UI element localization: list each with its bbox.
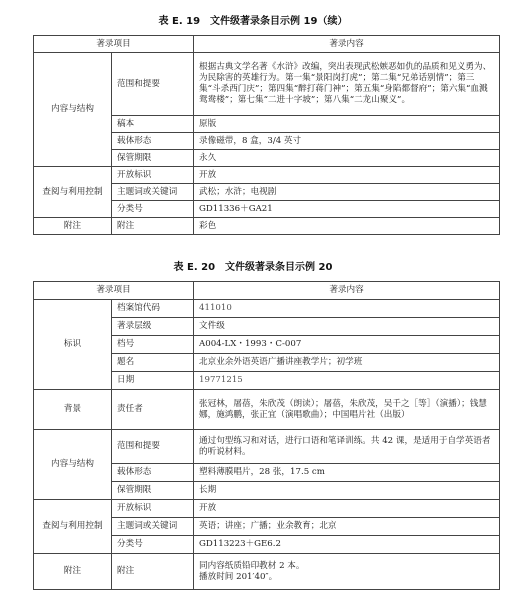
field-label-open: 开放标识: [112, 500, 194, 518]
field-value-version: 原版: [194, 116, 500, 133]
field-value-carrier: 录像磁带，8 盒，3/4 英寸: [194, 133, 500, 150]
field-label-date: 日期: [112, 372, 194, 390]
category-access: 查阅与利用控制: [34, 167, 112, 218]
header-item: 著录项目: [34, 282, 194, 300]
field-label-open: 开放标识: [112, 167, 194, 184]
field-value-note: [194, 554, 500, 590]
field-value-scope: 通过句型练习和对话，进行口语和笔译训练。共 42 课，是适用于自学英语者的听说材料。: [194, 430, 500, 464]
field-label-level: 著录层级: [112, 318, 194, 336]
field-value-open: 开放: [194, 500, 500, 518]
category-content-structure: 内容与结构: [34, 53, 112, 167]
field-label-retention: 保管期限: [112, 150, 194, 167]
field-value-carrier: 塑料薄膜唱片，28 张，17.5 cm: [194, 464, 500, 482]
field-value-retention: 长期: [194, 482, 500, 500]
category-note: 附注: [34, 554, 112, 590]
field-value-responsible: 张冠林，屠蓓，朱欣茂（朗读）；屠蓓，朱欣茂，吴千之［等］（演播）；钱慧娜，施鸿鹏，张正宜（演唱歌曲）；中国唱片社（出版）: [194, 390, 500, 430]
field-value-retention: 永久: [194, 150, 500, 167]
field-value-code: 411010: [194, 300, 500, 318]
header-item: 著录项目: [34, 36, 194, 53]
table-20-caption: 表 E. 20 文件级著录条目示例 20: [173, 262, 333, 273]
field-value-level: 文件级: [194, 318, 500, 336]
table-19: [33, 35, 500, 235]
note-line-1: 同内容纸质铅印教材 2 本。: [199, 560, 305, 571]
field-label-classno: 分类号: [112, 201, 194, 218]
category-note: 附注: [34, 218, 112, 235]
field-value-scope: 根据古典文学名著《水浒》改编，突出表现武松嫉恶如仇的品质和见义勇为、为民除害的英雄行为。第一集“景阳岗打虎”；第二集“兄弟话别情”；第三集“斗杀西门庆”；第四集“醉打蒋门神”；第五集“身陷都督府”；第六集“血溅鸳鸯楼”；第七集“二进十字坡”；第八集“二龙山聚义”。: [194, 53, 500, 116]
field-value-classno: GD113223＋GE6.2: [194, 536, 500, 554]
field-label-note: 附注: [112, 554, 194, 590]
field-value-classno: GD11336＋GA21: [194, 201, 500, 218]
field-value-date: 19771215: [194, 372, 500, 390]
field-label-retention: 保管期限: [112, 482, 194, 500]
category-identity: 标识: [34, 300, 112, 390]
category-background: 背景: [34, 390, 112, 430]
field-label-keywords: 主题词或关键词: [112, 184, 194, 201]
header-content: 著录内容: [194, 36, 500, 53]
field-label-carrier: 载体形态: [112, 133, 194, 150]
field-label-responsible: 责任者: [112, 390, 194, 430]
note-line-2: 播放时间 201′40″。: [199, 571, 278, 582]
field-label-classno: 分类号: [112, 536, 194, 554]
table-20: [33, 281, 500, 590]
table-19-caption: 表 E. 19 文件级著录条目示例 19（续）: [158, 16, 348, 27]
field-value-keywords: 武松；水浒；电视剧: [194, 184, 500, 201]
header-content: 著录内容: [194, 282, 500, 300]
field-value-keywords: 英语；讲座；广播；业余教育；北京: [194, 518, 500, 536]
field-label-scope: 范围和提要: [112, 53, 194, 116]
category-access: 查阅与利用控制: [34, 500, 112, 554]
field-label-title: 题名: [112, 354, 194, 372]
field-label-scope: 范围和提要: [112, 430, 194, 464]
category-content-structure: 内容与结构: [34, 430, 112, 500]
field-label-code: 档案馆代码: [112, 300, 194, 318]
field-label-carrier: 载体形态: [112, 464, 194, 482]
field-value-note: 彩色: [194, 218, 500, 235]
field-value-title: 北京业余外语英语广播讲座教学片；初学班: [194, 354, 500, 372]
field-label-fileno: 档号: [112, 336, 194, 354]
field-label-version: 稿本: [112, 116, 194, 133]
field-label-note: 附注: [112, 218, 194, 235]
field-value-fileno: A004-LX・1993・C-007: [194, 336, 500, 354]
field-value-open: 开放: [194, 167, 500, 184]
field-label-keywords: 主题词或关键词: [112, 518, 194, 536]
